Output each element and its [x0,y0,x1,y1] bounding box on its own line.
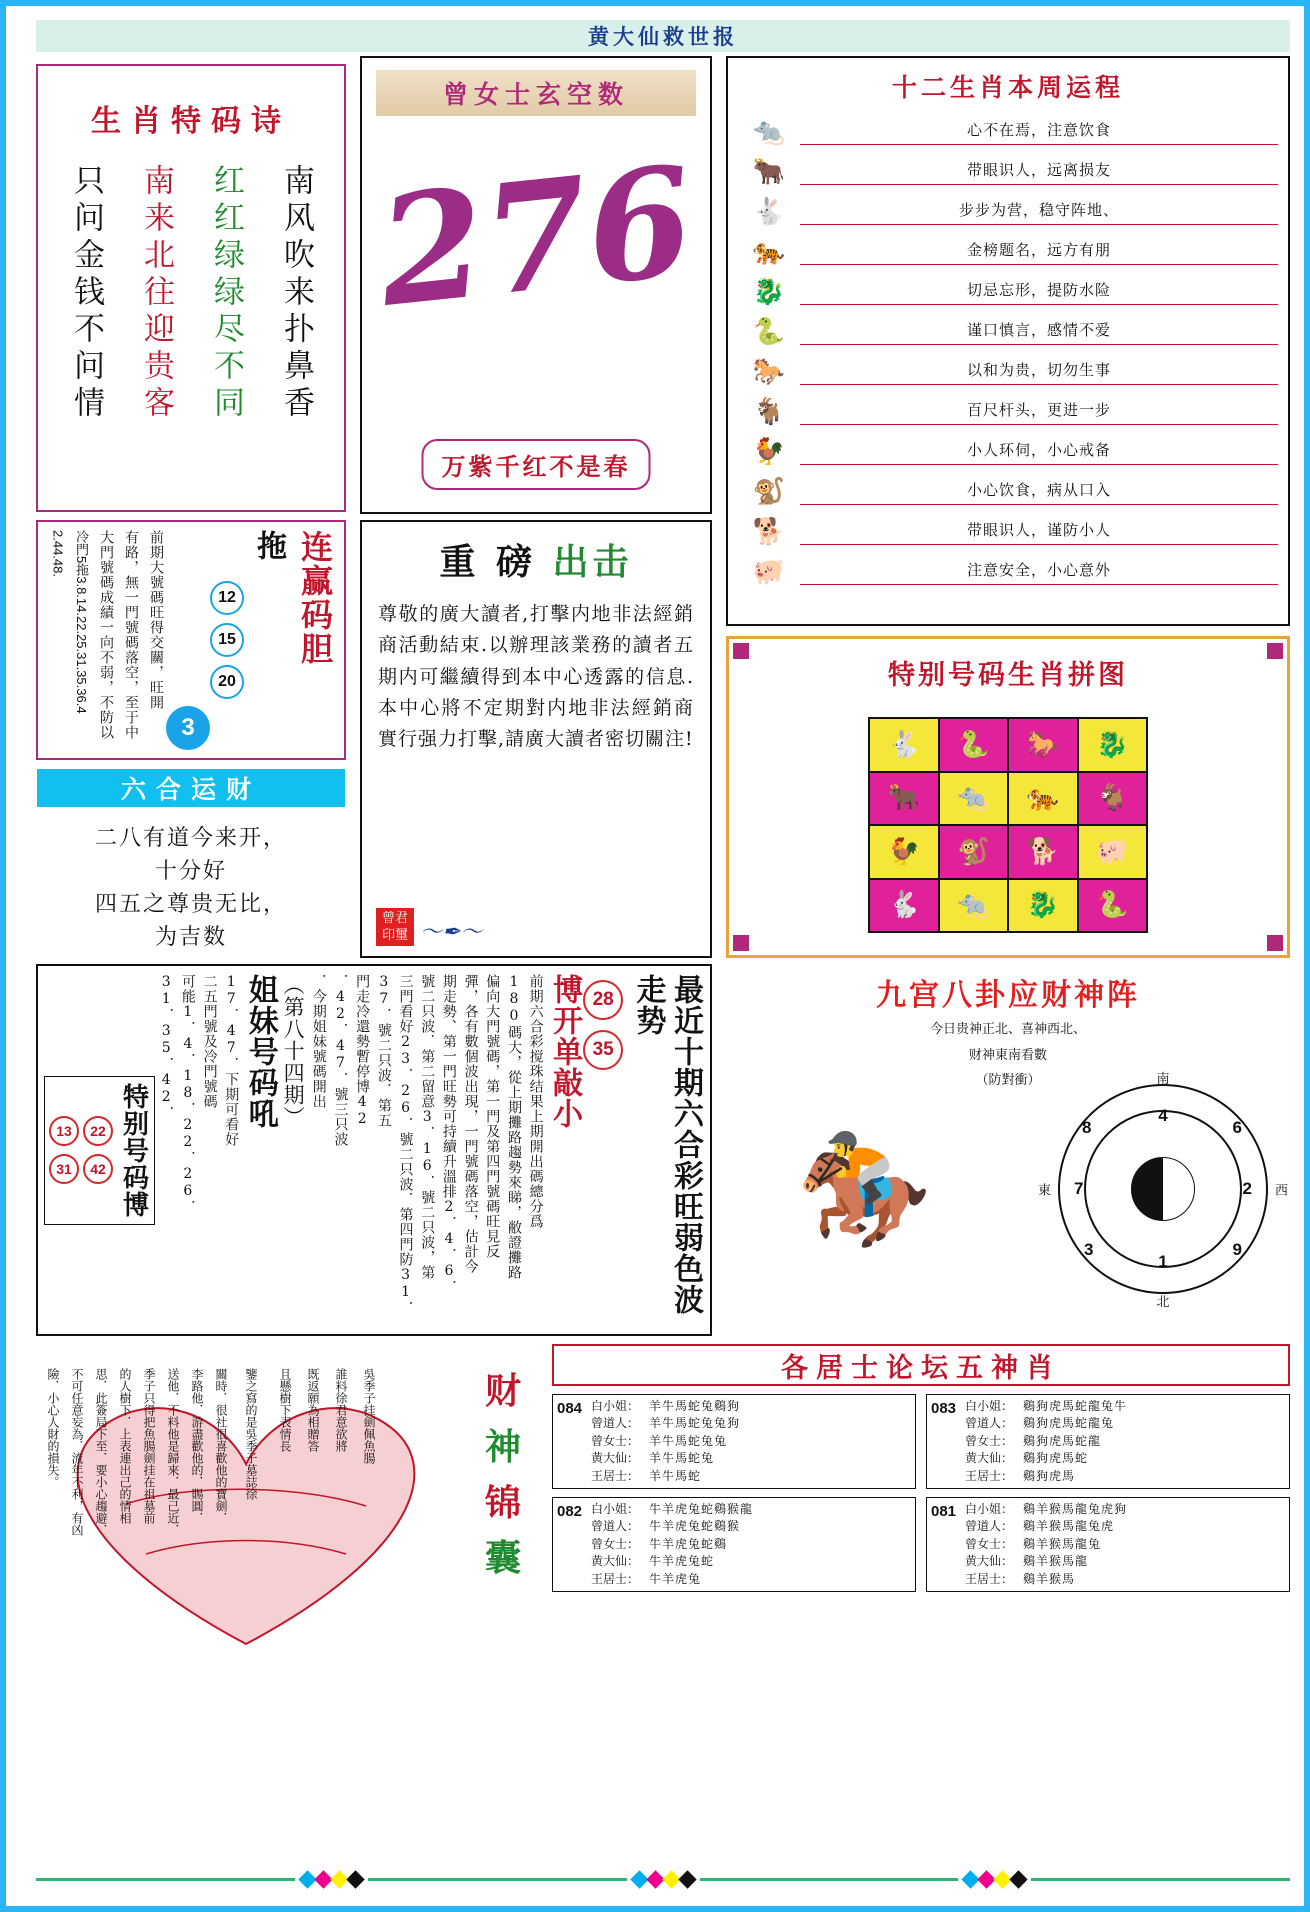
lottery-ball: 13 [49,1116,79,1146]
trend-text: 180碼大，從上期攤路趨勢來睇，敝證攤路 [505,974,522,1280]
lottery-ball: 42 [83,1154,113,1184]
corner-ornament-icon [733,643,749,659]
caishen-char: 囊 [484,1537,521,1580]
fortune-text: 金榜题名，远方有朋 [800,239,1278,265]
expert-picks: 羊牛馬蛇兔鷄狗 [649,1399,741,1413]
zodiac-poem-panel [36,64,346,512]
forum-row [591,1468,911,1485]
poem-column: 红红绿绿尽不同 [208,164,245,423]
direction-west: 西 [1274,1183,1288,1199]
fortune-text: 切忌忘形，提防水险 [800,279,1278,305]
dog-icon: 🐕 [752,517,786,547]
weekly-fortune-title: 十二生肖本周运程 [891,73,1124,102]
liuhe-line: 为吉数 [154,925,227,950]
xuankong-phrase: 万紫千红不是春 [422,439,651,490]
fortune-story-panel [36,1344,456,1744]
expert-name: 曾女士： [591,1433,640,1448]
puzzle-cell: 🐍 [1079,880,1147,932]
liuhe-title-bar [37,769,345,807]
poem-column: 南风吹来扑鼻香 [278,164,315,423]
forum-row [591,1398,911,1415]
bagua-number: 7 [1074,1179,1084,1198]
trend-text: 前期六合彩搅珠结果上期開出碼總分爲 [527,974,544,1229]
expert-name: 黄大仙： [965,1554,1014,1569]
lianying-numbers: 冷門5拖3.8.14.22.25.31.35.36.4 [74,530,89,714]
rat-icon: 🐀 [752,117,786,147]
puzzle-cell: 🐉 [1009,880,1077,932]
fortune-row [728,512,1288,552]
story-text: 吳季子挂劍佩魚腸 [362,1368,376,1464]
expert-name: 王居士： [965,1468,1014,1483]
xuankong-banner [376,70,696,116]
trend-balls [583,974,629,1326]
bagua-number: 9 [1232,1240,1242,1259]
puzzle-cell: 🐇 [870,719,938,771]
bagua-sub2: 财神東南看數 [968,1047,1047,1063]
lianying-text: 前期大號碼旺得交關，旺開 [148,530,164,710]
lottery-ball: 20 [210,665,244,699]
stamp-icon: 曾君印璽 [376,908,414,946]
weekly-fortune-rows [728,112,1288,592]
announcement-panel [360,520,712,958]
footer-dot-icon [678,1870,696,1888]
forum-panel [552,1344,1290,1594]
expert-picks: 鷄狗虎馬蛇龍兔 [1023,1416,1115,1431]
forum-row [965,1501,1285,1518]
expert-picks: 鷄狗虎馬蛇龍兔牛 [1023,1399,1128,1413]
fortune-row [728,272,1288,312]
lottery-ball: 28 [583,980,623,1020]
lottery-ball: 15 [210,623,244,657]
bagua-sub3: （防對衝） [975,1073,1041,1088]
fortune-row [728,552,1288,592]
fortune-text: 以和为贵，切勿生事 [800,359,1278,385]
forum-row [965,1536,1285,1553]
fortune-row [728,152,1288,192]
corner-ornament-icon [733,935,749,951]
puzzle-cell: 🐖 [1079,826,1147,878]
puzzle-cell: 🐉 [1079,719,1147,771]
issue-number: 082 [557,1502,583,1520]
puzzle-cell: 🐀 [940,773,1008,825]
zodiac-puzzle-panel [726,636,1290,958]
liuhe-panel [36,768,346,958]
fortune-text: 带眼识人，远离损友 [800,159,1278,185]
direction-south: 南 [1156,1072,1170,1087]
expert-picks: 牛羊虎兔蛇鷄猴龍 [649,1501,754,1516]
pig-icon: 🐖 [752,557,786,587]
liuhe-line: 二八有道今来开， [94,826,287,851]
story-text: 既返願為相贈答 [306,1368,320,1452]
weekly-fortune-panel [726,56,1290,626]
trend-text: 彈，各有數個波出現，一門號碼落空，估計今 [462,974,479,1274]
fortune-text: 带眼识人，谨防小人 [800,519,1278,545]
caishen-char: 财 [484,1370,521,1412]
puzzle-cell: 🐕 [1009,826,1077,878]
forum-row [965,1398,1285,1415]
lianying-text: 大門號碼成績一向不弱，不防以 [98,530,114,740]
fortune-row [728,112,1288,152]
trend-text: 37．號二只波．第五 [375,974,392,1128]
announcement-title [362,534,710,585]
story-text: 且懸樹下表情長 [278,1368,292,1452]
footer-line [1031,1878,1290,1881]
puzzle-cell: 🐅 [1009,773,1077,825]
fortune-row [728,192,1288,232]
forum-row [965,1518,1285,1535]
story-text: 誰料徐君意欲將 [334,1368,348,1452]
expert-name: 王居士： [965,1571,1014,1586]
warrior-horse-icon: 🏇 [795,1124,933,1253]
lianying-drag-label: 拖 [251,530,286,562]
zodiac-puzzle-grid [868,717,1148,933]
forum-row [591,1553,911,1570]
xuankong-number-glyph: 276 [371,133,701,341]
expert-picks: 牛羊虎兔蛇鷄 [649,1536,728,1551]
puzzle-cell: 🐀 [940,880,1008,932]
expert-picks: 鷄羊猴馬龍兔虎狗 [1023,1501,1128,1516]
trend-text: 31．35．42． [158,974,175,1121]
forum-row [591,1501,911,1518]
special-number-title: 特别号码博 [118,1082,149,1218]
puzzle-cell: 🐐 [1079,773,1147,825]
expert-name: 王居士： [591,1571,640,1586]
monkey-icon: 🐒 [752,477,786,507]
expert-picks: 鷄羊猴馬龍兔 [1023,1536,1102,1551]
page-title: 黄大仙救世报 [588,24,738,49]
issue-number: 084 [557,1400,583,1417]
seal-group [376,908,482,946]
zodiac-puzzle-title: 特别号码生肖拼图 [888,660,1128,691]
lianying-main-ball-wrap [166,530,210,750]
expert-picks: 鷄羊猴馬龍兔虎 [1023,1519,1115,1534]
expert-name: 曾女士： [591,1536,640,1551]
puzzle-cell: 🐓 [870,826,938,878]
fortune-row [728,352,1288,392]
forum-row [591,1536,911,1553]
page-header [36,20,1290,52]
story-text: 險．小心人財的損失。 [46,1368,60,1488]
horse-icon: 🐎 [752,357,786,387]
bagua-number: 4 [1158,1106,1168,1125]
story-text: 鑒之寫的是吳季子墓誌徐 [244,1368,258,1500]
expert-picks: 羊牛馬蛇 [649,1468,702,1483]
expert-name: 曾道人： [965,1519,1014,1534]
snake-icon: 🐍 [752,317,786,347]
bagua-panel [726,964,1290,1336]
corner-ornament-icon [1267,643,1283,659]
bagua-number: 2 [1242,1179,1252,1198]
forum-row [965,1571,1285,1588]
expert-name: 白小姐： [965,1399,1014,1413]
expert-picks: 羊牛馬蛇兔兔狗 [649,1416,741,1431]
direction-east: 東 [1038,1183,1052,1199]
poem-column: 南来北往迎贵客 [138,164,174,423]
trend-title: 最近十期六合彩旺弱色波走势 [630,974,703,1315]
forum-row [965,1415,1285,1432]
footer-dots [301,1873,362,1886]
bagua-number: 3 [1084,1240,1094,1259]
direction-north: 北 [1156,1295,1170,1310]
footer-dot-icon [1010,1870,1028,1888]
trend-text: ．今期姐妹號碼開出 [310,974,327,1109]
forum-row [965,1450,1285,1467]
forum-card [552,1497,916,1592]
forum-row [591,1571,911,1588]
footer-dot-icon [346,1870,364,1888]
fortune-text: 谨口慎言，感情不爱 [800,319,1278,345]
puzzle-cell: 🐒 [940,826,1008,878]
lianying-title: 连赢码胆 [296,530,334,666]
goat-icon: 🐐 [752,397,786,427]
issue-number: 083 [931,1400,957,1417]
lianying-numbers-2: 2.44.48. [50,530,66,577]
bagua-number: 6 [1232,1118,1242,1137]
forum-row [965,1468,1285,1485]
lianying-text: 有路，無一門號碼落空，至于中 [123,530,139,740]
expert-picks: 牛羊虎兔 [649,1571,702,1586]
expert-picks: 牛羊虎兔蛇 [649,1554,715,1569]
expert-name: 白小姐： [965,1501,1014,1516]
sister-title: 姐妹号码吼 [242,974,278,1129]
expert-name: 曾道人： [965,1416,1014,1431]
forum-row [591,1450,911,1467]
xuankong-banner-label: 曾女士玄空数 [442,80,629,109]
ox-icon: 🐂 [752,157,786,187]
lottery-main-ball: 3 [166,706,210,750]
caishen-char: 锦 [484,1481,521,1524]
footer-dots [964,1873,1025,1886]
footer-dots [633,1873,694,1886]
forum-row [591,1518,911,1535]
story-text: 關時．很社很喜歡他的寶劍． [214,1368,228,1524]
footer-line [368,1878,627,1881]
trend-subtitle: 博开单敲小 [547,974,583,1129]
footer-line [36,1878,295,1881]
puzzle-cell: 🐂 [870,773,938,825]
rabbit-icon: 🐇 [752,197,786,227]
forum-grid [552,1394,1290,1592]
expert-name: 曾道人： [591,1416,640,1431]
tiger-icon: 🐅 [752,237,786,267]
expert-name: 白小姐： [591,1399,640,1413]
rooster-icon: 🐓 [752,437,786,467]
signature-icon: 〜✒︎〜 [420,920,483,945]
fortune-row [728,312,1288,352]
forum-card [926,1394,1290,1489]
story-text: 的人樹下．上表連出己的情相 [118,1368,132,1524]
yin-yang-icon [1131,1157,1195,1221]
forum-row [965,1553,1285,1570]
fortune-row [728,232,1288,272]
fortune-text: 小心饮食，病从口入 [800,479,1278,505]
fortune-text: 心不在焉，注意饮食 [800,119,1278,145]
zodiac-poem-columns [38,164,344,423]
fortune-row [728,392,1288,432]
announcement-title-part1: 重 磅 [439,541,553,583]
footer-decoration [36,1868,1290,1890]
expert-name: 黄大仙： [591,1451,640,1466]
forum-card [552,1394,916,1489]
trend-text: 可能1．4．18．22．26． [179,974,196,1215]
forum-title: 各居士论坛五神肖 [781,1352,1061,1384]
bagua-sub1: 今日贵神正北、喜神西北、 [929,1022,1086,1037]
fortune-row [728,432,1288,472]
fortune-row [728,472,1288,512]
issue-number: 081 [931,1502,957,1520]
bagua-title: 九宫八卦应财神阵 [876,978,1140,1013]
expert-name: 黄大仙： [965,1451,1014,1466]
expert-picks: 羊牛馬蛇兔兔 [649,1433,728,1448]
expert-picks: 鷄狗虎馬 [1023,1468,1076,1483]
expert-picks: 羊牛馬蛇兔 [649,1451,715,1466]
fortune-text: 步步为营，稳守阵地、 [800,199,1278,225]
fortune-text: 小人环伺，小心戒备 [800,439,1278,465]
expert-picks: 牛羊虎兔蛇鷄猴 [649,1519,741,1534]
xuankong-panel [360,56,712,514]
puzzle-cell: 🐇 [870,880,938,932]
expert-picks: 鷄羊猴馬 [1023,1571,1076,1586]
announcement-body: 尊敬的廣大讀者,打擊内地非法經銷商活動結束.以辦理該業務的讀者五期内可繼續得到本中心透露的信息.本中心將不定期對内地非法經銷商實行强力打擊,請廣大讀者密切關注! [378,603,694,751]
expert-picks: 鷄狗虎馬蛇龍 [1023,1433,1102,1448]
footer-line [700,1878,959,1881]
trend-text: 期走勢、第一門旺勢可持續升溫排2．4．6． [440,974,457,1295]
puzzle-cell: 🐎 [1009,719,1077,771]
forum-row [591,1415,911,1432]
expert-name: 黄大仙： [591,1554,640,1569]
trend-analysis-panel [36,964,712,1336]
expert-name: 白小姐： [591,1501,640,1516]
dragon-icon: 🐉 [752,277,786,307]
story-text: 李路他．游盡歡他的．賜圓． [190,1368,204,1524]
expert-name: 曾道人： [591,1519,640,1534]
trend-text: 門走冷還勢暫停博42 [354,974,371,1128]
forum-row [591,1433,911,1450]
story-text: 送他．不料他是歸來．最己近． [166,1368,180,1536]
poem-column: 只问金钱不问情 [67,164,104,423]
bagua-compass [1038,1072,1288,1310]
trend-text: 17．47．下期可看好 [223,974,240,1147]
lianying-panel [36,520,346,760]
expert-name: 王居士： [591,1468,640,1483]
forum-card [926,1497,1290,1592]
story-text: 思．此簽局下至．要小心趨避． [94,1368,108,1536]
fortune-text: 百尺杆头，更进一步 [800,399,1278,425]
expert-name: 曾女士： [965,1536,1014,1551]
puzzle-cell: 🐍 [940,719,1008,771]
trend-text: 號二只波．第二留意3．16．號二只波，第 [419,974,436,1280]
forum-row [965,1433,1285,1450]
zodiac-poem-title: 生肖特码诗 [91,104,291,139]
fortune-text: 注意安全，小心意外 [800,559,1278,585]
trend-text: ．42．47．號三只波 [332,974,349,1147]
story-text: 不可任意妄為．流年不利，有凶 [70,1368,84,1536]
corner-ornament-icon [1267,935,1283,951]
liuhe-line: 十分好 [154,859,227,884]
expert-name: 曾女士： [965,1433,1014,1448]
special-number-box [44,1076,155,1225]
expert-picks: 鷄狗虎馬蛇 [1023,1451,1089,1466]
lottery-ball: 31 [49,1154,79,1184]
liuhe-title: 六合运财 [120,775,261,804]
announcement-title-part2: 出击 [552,541,633,583]
lianying-balls [210,530,246,750]
caishen-char: 神 [484,1425,521,1468]
story-text: 季子只得把魚腸劍挂在祖墓前 [142,1368,156,1524]
forum-title-bar [552,1344,1290,1386]
bagua-number: 8 [1082,1118,1092,1137]
liuhe-line: 四五之尊贵无比， [94,892,287,917]
trend-text: 偏向大門號碼，第一門及第四門號碼旺見反 [484,974,501,1259]
lottery-ball: 35 [583,1030,623,1070]
caishen-jinnang-title [464,1364,542,1604]
lottery-ball: 22 [83,1116,113,1146]
trend-text: 二五門號及冷門號碼 [201,974,218,1109]
trend-text: 三門看好23．26．號二只波．第四門防31． [397,974,414,1316]
bagua-number: 1 [1158,1252,1168,1271]
sister-note: （第八十四期） [281,974,306,1128]
expert-picks: 鷄羊猴馬龍 [1023,1554,1089,1569]
lottery-ball: 12 [210,581,244,615]
